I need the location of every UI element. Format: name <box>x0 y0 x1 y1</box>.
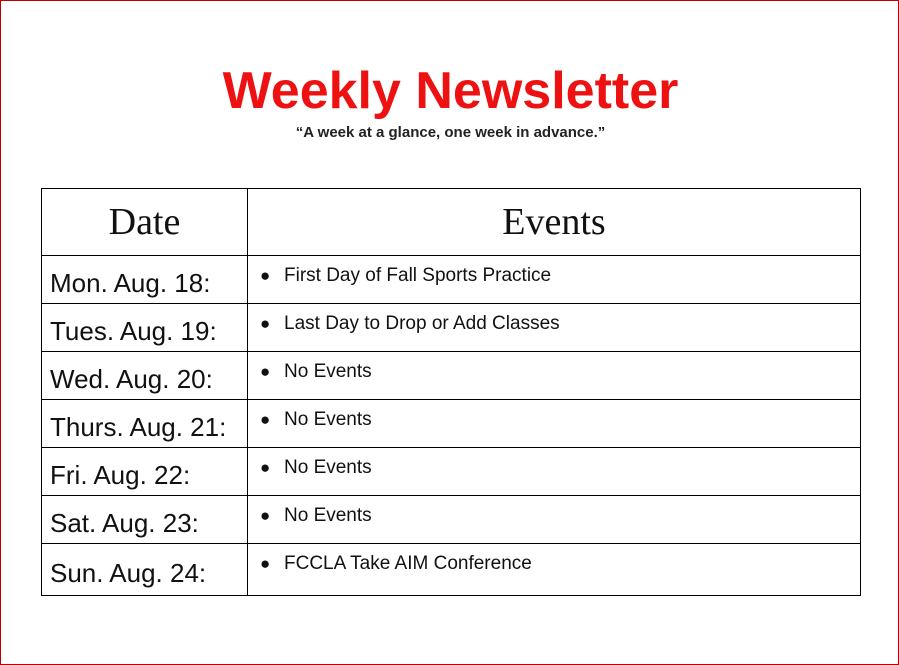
table-row <box>42 544 861 596</box>
date-cell: Thurs. Aug. 21: <box>42 400 248 448</box>
event-text: No Events <box>284 361 372 382</box>
date-cell: Wed. Aug. 20: <box>42 352 248 400</box>
table-row <box>42 352 861 400</box>
event-text: No Events <box>284 505 372 526</box>
event-text: No Events <box>284 409 372 430</box>
date-cell: Mon. Aug. 18: <box>42 256 248 304</box>
event-text: Last Day to Drop or Add Classes <box>284 313 560 334</box>
page-subtitle: “A week at a glance, one week in advance.” <box>295 124 606 141</box>
table-row <box>42 304 861 352</box>
table-row <box>42 496 861 544</box>
table-header-row <box>42 189 861 256</box>
date-cell: Sat. Aug. 23: <box>42 496 248 544</box>
column-header-date: Date <box>42 189 248 256</box>
bullet-icon: ● <box>260 458 271 477</box>
bullet-icon: ● <box>260 266 271 285</box>
page-title: Weekly Newsletter <box>222 62 679 120</box>
table-row <box>42 400 861 448</box>
event-text: First Day of Fall Sports Practice <box>284 265 552 286</box>
bullet-icon: ● <box>260 410 271 429</box>
event-text: FCCLA Take AIM Conference <box>284 553 532 574</box>
bullet-icon: ● <box>260 362 271 381</box>
bullet-icon: ● <box>260 506 271 525</box>
column-header-events: Events <box>248 189 861 256</box>
event-text: No Events <box>284 457 372 478</box>
event-cell <box>248 256 861 304</box>
bullet-icon: ● <box>260 314 271 333</box>
bullet-icon: ● <box>260 554 271 573</box>
event-cell <box>248 304 861 352</box>
events-table <box>41 188 861 596</box>
event-cell <box>248 352 861 400</box>
event-cell <box>248 448 861 496</box>
table-row <box>42 448 861 496</box>
event-cell <box>248 496 861 544</box>
table-row <box>42 256 861 304</box>
date-cell: Tues. Aug. 19: <box>42 304 248 352</box>
event-cell <box>248 544 861 596</box>
date-cell: Sun. Aug. 24: <box>42 544 248 596</box>
date-cell: Fri. Aug. 22: <box>42 448 248 496</box>
event-cell <box>248 400 861 448</box>
